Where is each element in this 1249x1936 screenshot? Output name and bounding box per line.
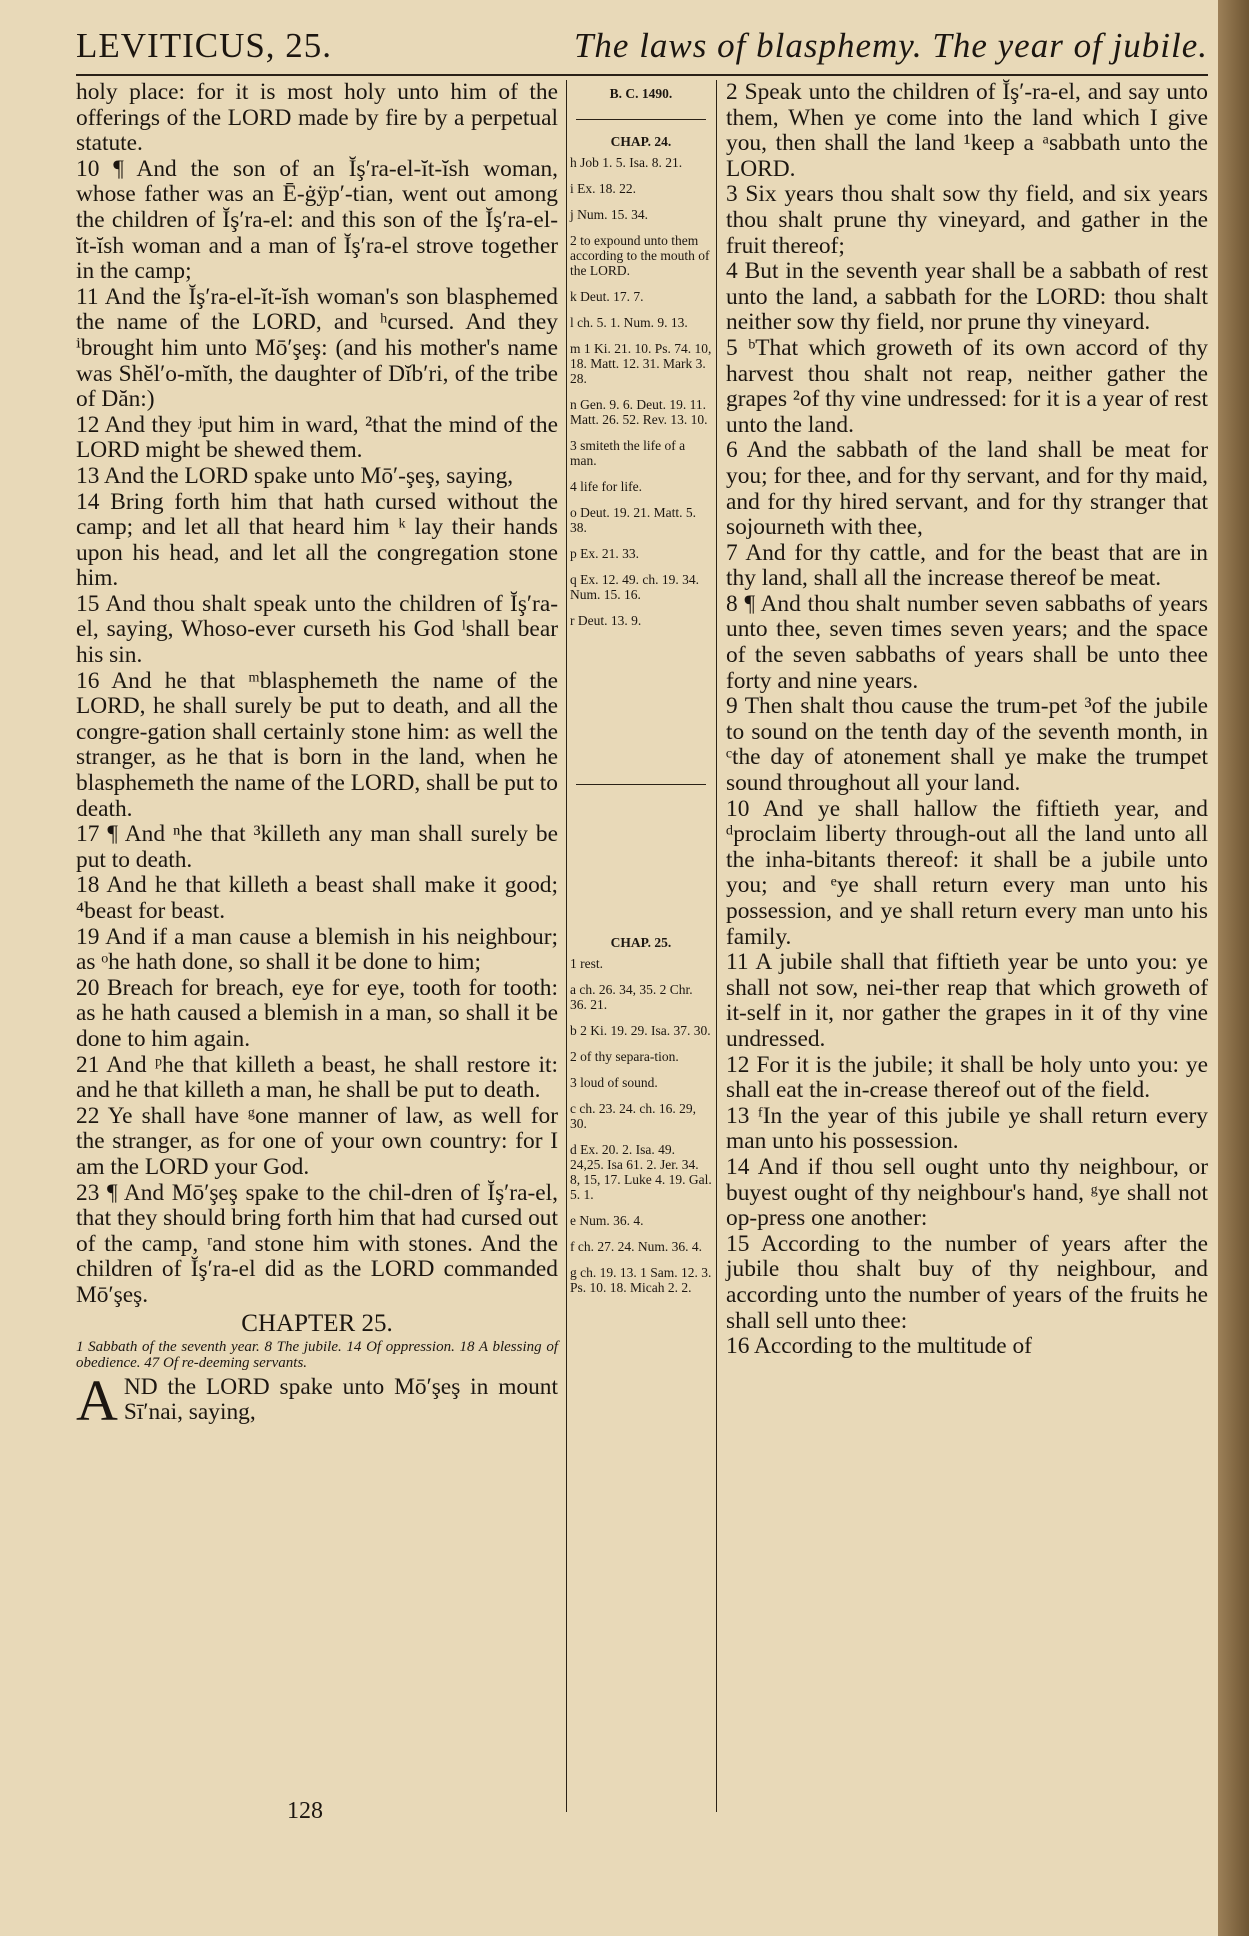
cross-reference: k Deut. 17. 7. [570,289,644,304]
cross-reference: d Ex. 20. 2. Isa. 49. 24,25. Isa 61. 2. Jer. 34. 8, 15, 17. Luke 4. 19. Gal. 5. 1. [570,1142,712,1202]
verse-25-3: 3 Six years thou shalt sow thy field, and six years thou shalt prune thy vineyard, and gather in the fruit thereof; [726,181,1208,259]
verse-25-12: 12 For it is the jubile; it shall be holy unto you: ye shall eat the in-crease thereof out of the field. [726,1051,1208,1104]
cross-reference: b 2 Ki. 19. 29. Isa. 37. 30. [570,1023,711,1038]
cross-reference: o Deut. 19. 21. Matt. 5. 38. [570,505,696,535]
era-date: B. C. 1490. [609,86,673,101]
cross-reference: j Num. 15. 34. [570,207,649,222]
era-rule [576,119,706,120]
verse-24-23: 23 ¶ And Mō′şeş spake to the chil-dren of Ĭş′ra-el, that they should bring forth him that had cursed out of the camp, ʳand stone him with stones. And the children of Ĭş′ra-el did as the LORD commanded Mō′şeş. [76,1179,558,1308]
cross-reference: a ch. 26. 34, 35. 2 Chr. 36. 21. [570,982,693,1012]
right-text-column [726,80,1208,1360]
chapter-summary: 1 Sabbath of the seventh year. 8 The jubile. 14 Of oppression. 18 A blessing of obedience. 47 Of re-deeming servants. [76,1338,558,1371]
cross-reference: p Ex. 21. 33. [570,546,639,561]
verse-24-11: 11 And the Ĭş′ra-el-ĭt-ĭsh woman's son blasphemed the name of the LORD, and ʰcursed. And they ⁱbrought him unto Mō′şeş: (and his mother's name was Shĕl′o-mĭth, the daughter of Dĭb′ri, of the tribe of Dăn:) [76,283,558,413]
verse-25-11: 11 A jubile shall that fiftieth year be unto you: ye shall not sow, nei-ther reap that which groweth of it-self in it, nor gather the grapes in it of thy vine undressed. [726,949,1208,1052]
verse-24-12: 12 And they ʲput him in ward, ²that the mind of the LORD might be shewed them. [76,411,558,464]
header-rule [76,74,1208,76]
verse-line: holy place: for it is most holy unto him of the offerings of the LORD made by fire by a perpetual statute. [76,79,558,157]
first-verse-text: ND the LORD spake unto Mō′şeş in mount Sī′nai, saying, [123,1373,558,1426]
verse-25-6: 6 And the sabbath of the land shall be meat for you; for thee, and for thy servant, and for thy maid, and for thy hired servant, and for thy stranger that sojourneth with thee, [726,437,1208,541]
center-reference-column [570,80,712,1306]
verse-25-8: 8 ¶ And thou shalt number seven sabbaths of years unto thee, seven times seven years; and the space of the seven sabbaths of years shall be unto thee forty and nine years. [726,590,1208,694]
page-number: 128 [287,1798,323,1824]
verse-24-10: 10 ¶ And the son of an Ĭş′ra-el-ĭt-ĭsh woman, whose father was an Ē-ġÿp′-tian, went out among the children of Ĭş′ra-el: and this son of the Ĭş′ra-el-ĭt-ĭsh woman and a man of Ĭş′ra-el strove together in the camp; [76,155,558,285]
marginal-note: 3 loud of sound. [570,1075,658,1090]
section-rule [576,784,706,785]
marginal-note: 4 life for life. [570,479,642,494]
verse-24-16: 16 And he that ᵐblasphemeth the name of the LORD, he shall surely be put to death, and all the congre-gation shall certainly stone him: as well the stranger, as he that is born in the land, when he blasphemeth the name of the LORD, shall be put to death. [76,667,558,822]
verse-24-13: 13 And the LORD spake unto Mō′-şeş, saying, [76,462,514,489]
verse-24-14: 14 Bring forth him that hath cursed without the camp; and let all that heard him ᵏ lay their hands upon his head, and let all the congregation stone him. [76,488,558,592]
verse-24-18: 18 And he that killeth a beast shall make it good; ⁴beast for beast. [76,872,558,924]
verse-25-2: 2 Speak unto the children of Ĭş′-ra-el, and say unto them, When ye come into the land which I give you, then shall the land ¹keep a ᵃsabbath unto the LORD. [726,79,1208,182]
left-text-column [76,79,558,1433]
chap24-heading: CHAP. 24. [610,134,672,149]
verse-25-9: 9 Then shalt thou cause the trum-pet ³of the jubile to sound on the tenth day of the seventh month, in ᶜthe day of atonement shall ye make the trumpet sound throughout all your land. [726,693,1208,797]
chap25-heading: CHAP. 25. [610,935,672,950]
first-verse [76,1367,558,1433]
cross-reference: r Deut. 13. 9. [570,613,642,628]
verse-25-10: 10 And ye shall hallow the fiftieth year, and ᵈproclaim liberty through-out all the land unto all the inha-bitants thereof: it shall be a jubile unto you; and ᵉye shall return every man unto his possession, and ye shall return every man unto his family. [726,795,1208,950]
page-edge [1218,0,1249,1936]
marginal-note: 3 smiteth the life of a man. [570,438,686,468]
marginal-note: 1 rest. [570,956,603,971]
verse-25-16: 16 According to the multitude of [726,1333,1032,1360]
verse-25-4: 4 But in the seventh year shall be a sabbath of rest unto the land, a sabbath for the LORD: thou shalt neither sow thy field, nor prune thy vineyard. [726,258,1208,336]
verse-24-15: 15 And thou shalt speak unto the children of Ĭş′ra-el, saying, Whoso-ever curseth his God ˡshall bear his sin. [76,590,558,669]
cross-reference: m 1 Ki. 21. 10. Ps. 74. 10, 18. Matt. 12. 31. Mark 3. 28. [570,341,712,386]
cross-reference: e Num. 36. 4. [570,1213,644,1228]
verse-24-22: 22 Ye shall have ᵍone manner of law, as well for the stranger, as for one of your own country: for I am the LORD your God. [76,1102,558,1180]
verse-24-17: 17 ¶ And ⁿhe that ³killeth any man shall surely be put to death. [76,821,558,873]
verse-24-20: 20 Breach for breach, eye for eye, tooth for tooth: as he hath caused a blemish in a man, so shall it be done to him again. [76,974,558,1052]
verse-25-13: 13 ᶠIn the year of this jubile ye shall return every man unto his possession. [726,1102,1208,1155]
cross-reference: c ch. 23. 24. ch. 16. 29, 30. [570,1101,696,1131]
verse-24-21: 21 And ᵖhe that killeth a beast, he shall restore it: and he that killeth a man, he shall be put to death. [76,1051,558,1104]
chapter-title: CHAPTER 25. [241,1309,393,1337]
marginal-note: 2 to expound unto them according to the mouth of the LORD. [570,233,710,278]
topic-heading: The laws of blasphemy. The year of jubile. [573,26,1208,65]
verse-25-5: 5 ᵇThat which groweth of its own accord of thy harvest thou shalt not reap, neither gather the grapes ²of thy vine undressed: for it is a year of rest unto the land. [726,334,1208,438]
verse-25-14: 14 And if thou sell ought unto thy neighbour, or buyest ought of thy neighbour's hand, ᵍye shall not op-press one another: [726,1153,1208,1232]
running-header [76,26,1208,70]
cross-reference: q Ex. 12. 49. ch. 19. 34. Num. 15. 16. [570,572,699,602]
cross-reference: l ch. 5. 1. Num. 9. 13. [570,315,688,330]
cross-reference: i Ex. 18. 22. [570,181,636,196]
book-chapter-heading: LEVITICUS, 25. [76,26,333,65]
verse-25-15: 15 According to the number of years after the jubile thou shalt buy of thy neighbour, and according unto the number of years of the fruits he shall sell unto thee: [726,1230,1208,1334]
cross-reference: f ch. 27. 24. Num. 36. 4. [570,1239,702,1254]
drop-cap: A [76,1367,118,1433]
marginal-note: 2 of thy separa-tion. [570,1049,679,1064]
column-divider-left [566,80,567,1812]
cross-reference: h Job 1. 5. Isa. 8. 21. [570,155,683,170]
cross-reference: n Gen. 9. 6. Deut. 19. 11. Matt. 26. 52. Rev. 13. 10. [570,397,708,427]
verse-25-7: 7 And for thy cattle, and for the beast that are in thy land, shall all the increase thereof be meat. [726,539,1208,592]
column-divider-right [716,80,717,1812]
cross-reference: g ch. 19. 13. 1 Sam. 12. 3. Ps. 10. 18. Micah 2. 2. [570,1265,712,1295]
verse-24-19: 19 And if a man cause a blemish in his neighbour; as ᵒhe hath done, so shall it be done to him; [76,923,558,976]
